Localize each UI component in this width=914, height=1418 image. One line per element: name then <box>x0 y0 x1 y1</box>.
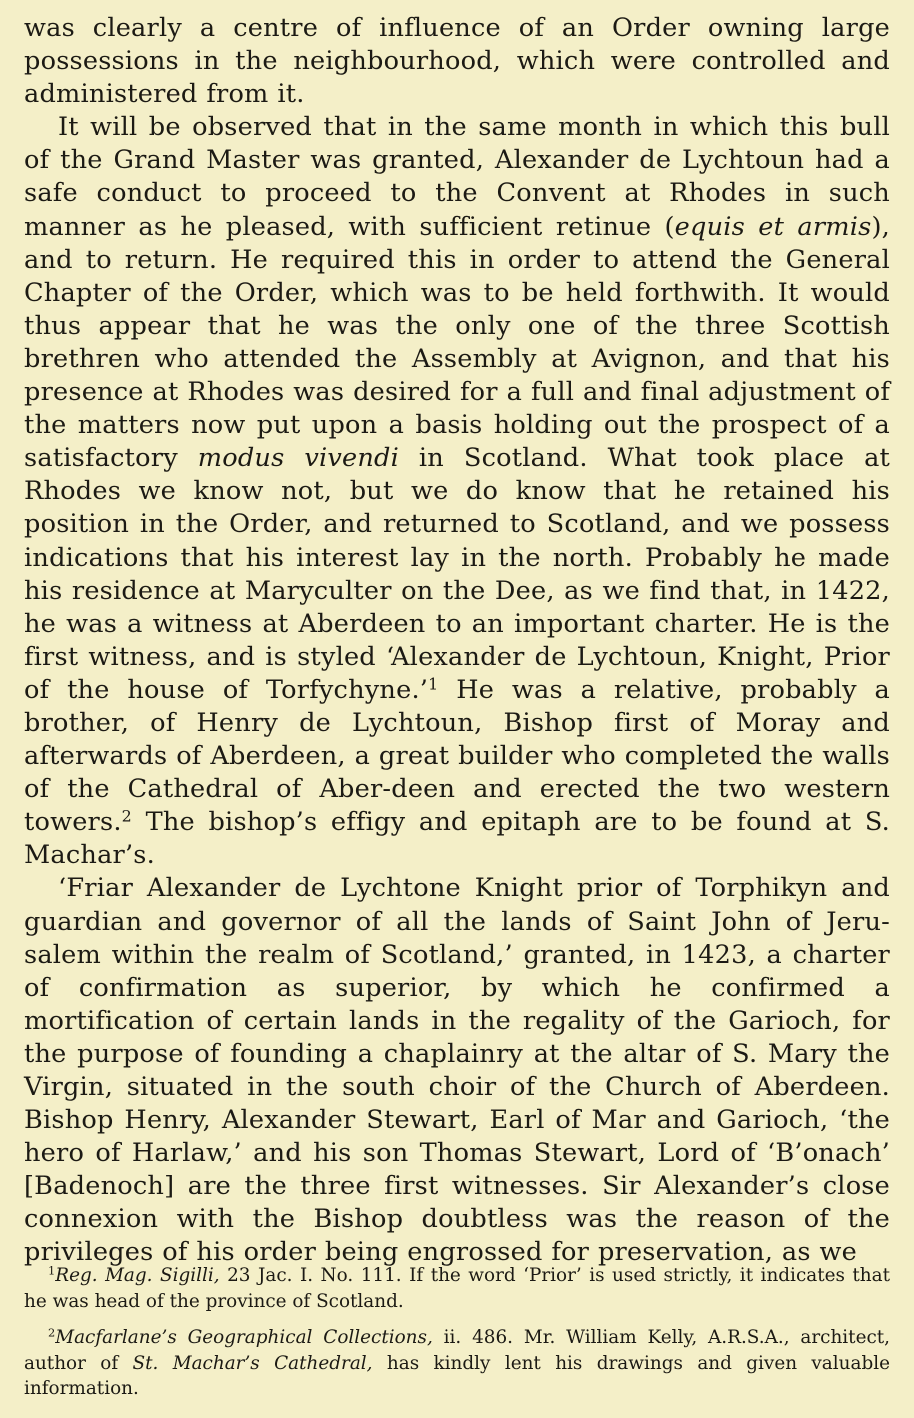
footnote-1-italic: Reg. Mag. Sigilli, <box>55 1265 220 1286</box>
italic-phrase-equis-et-armis: equis et armis <box>674 211 872 242</box>
paragraph-2 <box>24 111 890 872</box>
footnote-2-italic-a: Macfarlane’s Geographical Collections, <box>55 1327 433 1348</box>
footnote-1-number: 1 <box>48 1263 56 1278</box>
paragraph-2-text-d: He was a relative, probably a brother, of Henry de Lychtoun, Bishop first of Moray and afterwards of Aberdeen, a great builder who completed the walls of the Cathedral of Aber-deen and erected the two western towers. <box>24 674 890 838</box>
paragraph-2-text-a: It will be observed that in the same month in which this bull of the Grand Master was granted, Alexander de Lychtoun had a safe conduct to proceed to the Convent at Rhodes in such manner as he pleased, with sufficient retinue ( <box>24 112 890 242</box>
footnote-2-number: 2 <box>48 1325 56 1340</box>
footnote-2-text-a: ii. 486. Mr. William Kelly, A.R.S.A., architect, author of <box>24 1327 890 1374</box>
paragraph-2-text-c: in Scotland. What took place at Rhodes we know not, but we do know that he retained his position in the Order, and returned to Scotland, and we possess indications that his interest lay in the north. Probably he made his residence at Maryculter on the Dee, as we find that, in 1422, he was a witness at Aberdeen to an important charter. He is the first witness, and is styled ‘Alexander de Lychtoun, Knight, Prior of the house of Torfychyne.’ <box>24 443 891 705</box>
footnote-2 <box>24 1325 890 1402</box>
paragraph-1-text: was clearly a centre of influence of an Order owning large possessions in the neighbourhood, which were controlled and administered from it. <box>24 13 890 110</box>
paragraph-1 <box>24 12 890 111</box>
footnote-ref-1: 1 <box>428 674 439 694</box>
footnote-1 <box>24 1263 890 1314</box>
main-text <box>24 12 890 1270</box>
paragraph-2-text-b: ), and to return. He required this in order to attend the General Chapter of the Order, which was to be held forthwith. It would thus appear that he was the only one of the three Scottish brethren who attended the Assembly at Avignon, and that his presence at Rhodes was desired for a full and final adjustment of the matters now put upon a basis holding out the prospect of a satisfactory <box>24 211 891 474</box>
footnote-1-text: 23 Jac. I. No. 111. If the word ‘Prior’ is used strictly, it indicates that he was head of the province of Scotland. <box>24 1265 890 1312</box>
italic-phrase-modus-vivendi: modus vivendi <box>197 443 400 474</box>
paragraph-3-text: ‘Friar Alexander de Lychtone Knight prior of Torphikyn and guardian and governor of all the lands of Saint John of Jeru-salem within the realm of Scotland,’ granted, in 1423, a charter of confirmation as superior, by which he confirmed a mortification of certain lands in the regality of the Garioch, for the purpose of founding a chaplainry at the altar of S. Mary the Virgin, situated in the south choir of the Church of Aberdeen. Bishop Henry, Alexander Stewart, Earl of Mar and Garioch, ‘the hero of Harlaw,’ and his son Thomas Stewart, Lord of ‘B’onach’ [Badenoch] are the three first witnesses. Sir Alexander’s close connexion with the Bishop doubtless was the reason of the privileges of his order being engrossed for preservation, as we <box>24 873 890 1268</box>
paragraph-3 <box>24 872 890 1269</box>
footnote-ref-2: 2 <box>121 806 132 826</box>
footnote-2-text-b: has kindly lent his drawings and given valuable information. <box>24 1352 891 1399</box>
footnotes <box>24 1263 890 1402</box>
book-page <box>24 12 890 1412</box>
paragraph-2-text-e: The bishop’s effigy and epitaph are to be found at S. Machar’s. <box>24 807 890 871</box>
footnote-2-italic-b: St. Machar’s Cathedral, <box>132 1352 373 1374</box>
